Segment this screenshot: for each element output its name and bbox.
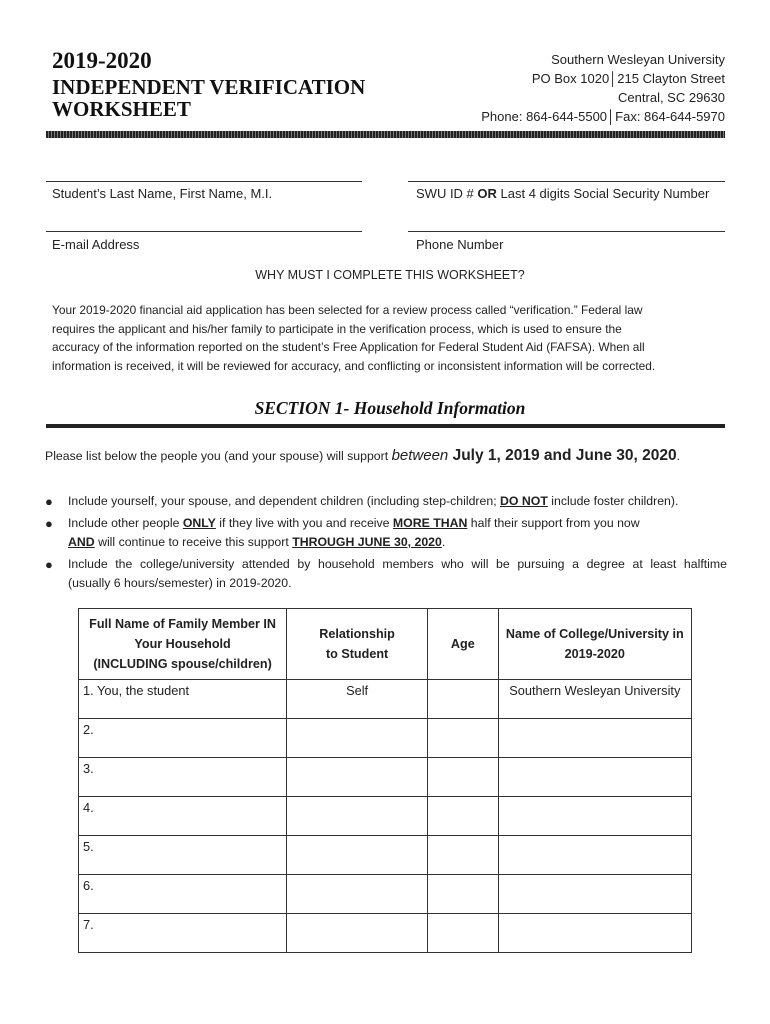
header-full-name [79,609,287,680]
list-item [45,492,727,512]
header-full-name-line: Full Name of Family Member IN [89,617,276,631]
header-relationship [287,609,428,680]
bullet1-text: Include yourself, your spouse, and dependent children (including step-children; [68,494,501,508]
bullet1-do-not: DO NOT [500,494,548,508]
name-cell[interactable]: 5. [79,836,287,875]
swu-id-label-pre: SWU ID # [416,186,478,201]
bullet2-end: . [441,535,446,549]
why-line: accuracy of the information reported on the student’s Free Application for Federal Student Aid (FAFSA). When all [52,340,645,354]
table-row [79,719,692,758]
form-title-line1: INDEPENDENT VERIFICATION [52,75,366,99]
instruction-list [45,492,727,596]
table-row [79,758,692,797]
bullet3-line2: (usually 6 hours/semester) in 2019-2020. [68,576,292,590]
name-cell[interactable]: 7. [79,914,287,953]
name-cell[interactable]: 3. [79,758,287,797]
bullet3-line1: Include the college/university attended by household members who will be pursuing a degree at least halftime [68,556,727,571]
college-cell[interactable] [498,914,691,953]
household-table [78,608,692,953]
college-cell[interactable] [498,836,691,875]
relationship-cell[interactable] [287,758,428,797]
school-city: Central, SC 29630 [618,90,725,105]
why-line: requires the applicant and his/her family to participate in the verification process, which is used to ensure the [52,321,622,336]
header-full-name-line: Your Household [134,637,231,651]
relationship-cell[interactable] [287,797,428,836]
header-age: Age [428,609,499,680]
support-end: . [676,449,681,463]
bullet2-mid2: will continue to receive this support [94,535,293,549]
table-row [79,914,692,953]
form-title-line2: WORKSHEET [52,97,191,121]
header-college-line: 2019-2020 [564,647,625,661]
bullet-icon: ● [45,494,53,509]
school-address [481,50,725,126]
school-name: Southern Wesleyan University [551,52,725,67]
why-line: Your 2019-2020 financial aid application has been selected for a review process called “verification.” Federal law [52,303,643,317]
bullet2-through: THROUGH JUNE 30, 2020 [292,535,442,549]
college-cell[interactable] [498,875,691,914]
list-item [45,555,727,594]
header-full-name-line: (INCLUDING spouse/children) [93,657,272,671]
form-year: 2019-2020 [52,48,152,73]
age-cell[interactable] [428,719,499,758]
student-name-field[interactable] [46,181,362,182]
name-cell[interactable]: 4. [79,797,287,836]
college-cell[interactable] [498,719,691,758]
bullet2-only: ONLY [182,515,216,530]
age-cell[interactable] [428,758,499,797]
college-cell[interactable] [498,758,691,797]
why-paragraph [52,301,732,375]
support-instruction [45,447,680,465]
header-divider [46,131,725,138]
school-phone-fax: Phone: 864-644-5500│Fax: 864-644-5970 [481,109,725,124]
name-cell[interactable]: 2. [79,719,287,758]
swu-id-field[interactable] [408,181,725,182]
bullet2-and: AND [68,535,95,549]
relationship-cell[interactable] [287,914,428,953]
bullet-icon: ● [45,515,53,531]
age-cell[interactable] [428,680,499,719]
bullet2-more-than: MORE THAN [392,515,468,530]
swu-id-label-post: Last 4 digits Social Security Number [496,186,710,201]
table-row [79,797,692,836]
relationship-cell[interactable]: Self [287,680,428,719]
bullet2-mid: if they live with you and receive [215,515,393,530]
why-heading: WHY MUST I COMPLETE THIS WORKSHEET? [255,268,525,282]
college-cell[interactable] [498,797,691,836]
table-row [79,875,692,914]
header-college-line: Name of College/University in [505,627,684,641]
age-cell[interactable] [428,914,499,953]
support-text: Please list below the people you (and your spouse) will support [45,449,392,463]
swu-id-label-or: OR [477,186,497,201]
relationship-cell[interactable] [287,875,428,914]
relationship-cell[interactable] [287,719,428,758]
bullet1-post: include foster children). [547,494,679,508]
name-cell[interactable]: 1. You, the student [79,680,287,719]
list-item [45,514,727,553]
header-relationship-line: to Student [325,647,389,661]
table-row [79,836,692,875]
swu-id-label [416,186,709,201]
header-college [498,609,691,680]
school-po-box: PO Box 1020│215 Clayton Street [531,71,725,86]
name-cell[interactable]: 6. [79,875,287,914]
bullet-icon: ● [45,556,53,572]
section-1-title: SECTION 1- Household Information [254,398,526,418]
age-cell[interactable] [428,797,499,836]
age-cell[interactable] [428,875,499,914]
table-header-row [79,609,692,680]
why-line: information is received, it will be reviewed for accuracy, and conflicting or inconsistent information will be corrected. [52,358,656,373]
section-divider [46,424,725,428]
bullet2-text: Include other people [68,515,183,530]
email-field[interactable] [46,231,362,232]
phone-field[interactable] [408,231,725,232]
student-name-label: Student’s Last Name, First Name, M.I. [52,186,273,201]
header-relationship-line: Relationship [319,627,395,641]
college-cell[interactable]: Southern Wesleyan University [498,680,691,719]
email-label: E-mail Address [52,237,140,252]
age-cell[interactable] [428,836,499,875]
support-between: between [391,447,449,464]
table-row [79,680,692,719]
phone-label: Phone Number [416,237,504,252]
relationship-cell[interactable] [287,836,428,875]
support-dates: July 1, 2019 and June 30, 2020 [448,447,677,464]
bullet2-post: half their support from you now [467,515,640,530]
form-title [52,76,365,120]
